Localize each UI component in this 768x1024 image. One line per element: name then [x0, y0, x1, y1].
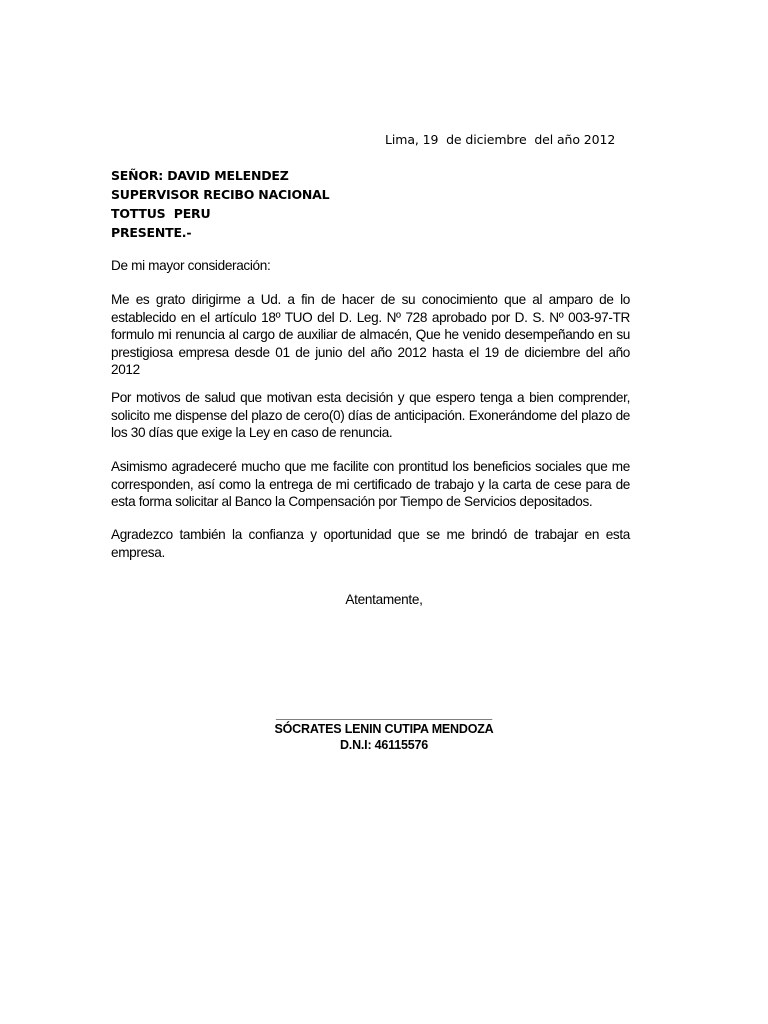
- greeting: De mi mayor consideración:: [111, 258, 271, 273]
- paragraph-resignation: Me es grato dirigirme a Ud. a fin de hacer de su conocimiento que al amparo de lo establecido en el artículo 18º TUO del D. Leg. Nº 728 aprobado por D. S. Nº 003-97-TR formulo mi renuncia al cargo de auxiliar de almacén, Que he venido desempeñando en su prestigiosa empresa desde 01 de junio del año 2012 hasta el 19 de diciembre del año 2012: [111, 292, 630, 377]
- signatory-dni: D.N.I: 46115576: [339, 738, 429, 752]
- recipient-company: TOTTUS PERU: [111, 206, 211, 221]
- signatory-name: SÓCRATES LENIN CUTIPA MENDOZA: [274, 722, 494, 736]
- recipient-name: SEÑOR: DAVID MELENDEZ: [111, 168, 289, 183]
- closing: Atentamente,: [345, 592, 423, 607]
- signature-block: [0, 707, 768, 753]
- paragraph-reason: Por motivos de salud que motivan esta decisión y que espero tenga a bien comprender, solicito me dispense del plazo de cero(0) días de anticipación. Exonerándome del plazo de los 30 días que exige la Ley en caso de renuncia.: [111, 390, 630, 440]
- recipient-block: [111, 166, 329, 242]
- recipient-position: SUPERVISOR RECIBO NACIONAL: [111, 187, 330, 202]
- paragraph-benefits: Asimismo agradeceré mucho que me facilite con prontitud los beneficios sociales que me corresponden, así como la entrega de mi certificado de trabajo y la carta de cese para de esta forma solicitar al Banco la Compensación por Tiempo de Servicios depositados.: [111, 459, 630, 509]
- recipient-presente: PRESENTE.-: [111, 225, 192, 240]
- signature-line: ________________________________: [275, 707, 493, 721]
- paragraph-thanks: Agradezco también la confianza y oportunidad que se me brindó de trabajar en esta empresa.: [111, 527, 630, 560]
- letter-date: Lima, 19 de diciembre del año 2012: [385, 132, 616, 147]
